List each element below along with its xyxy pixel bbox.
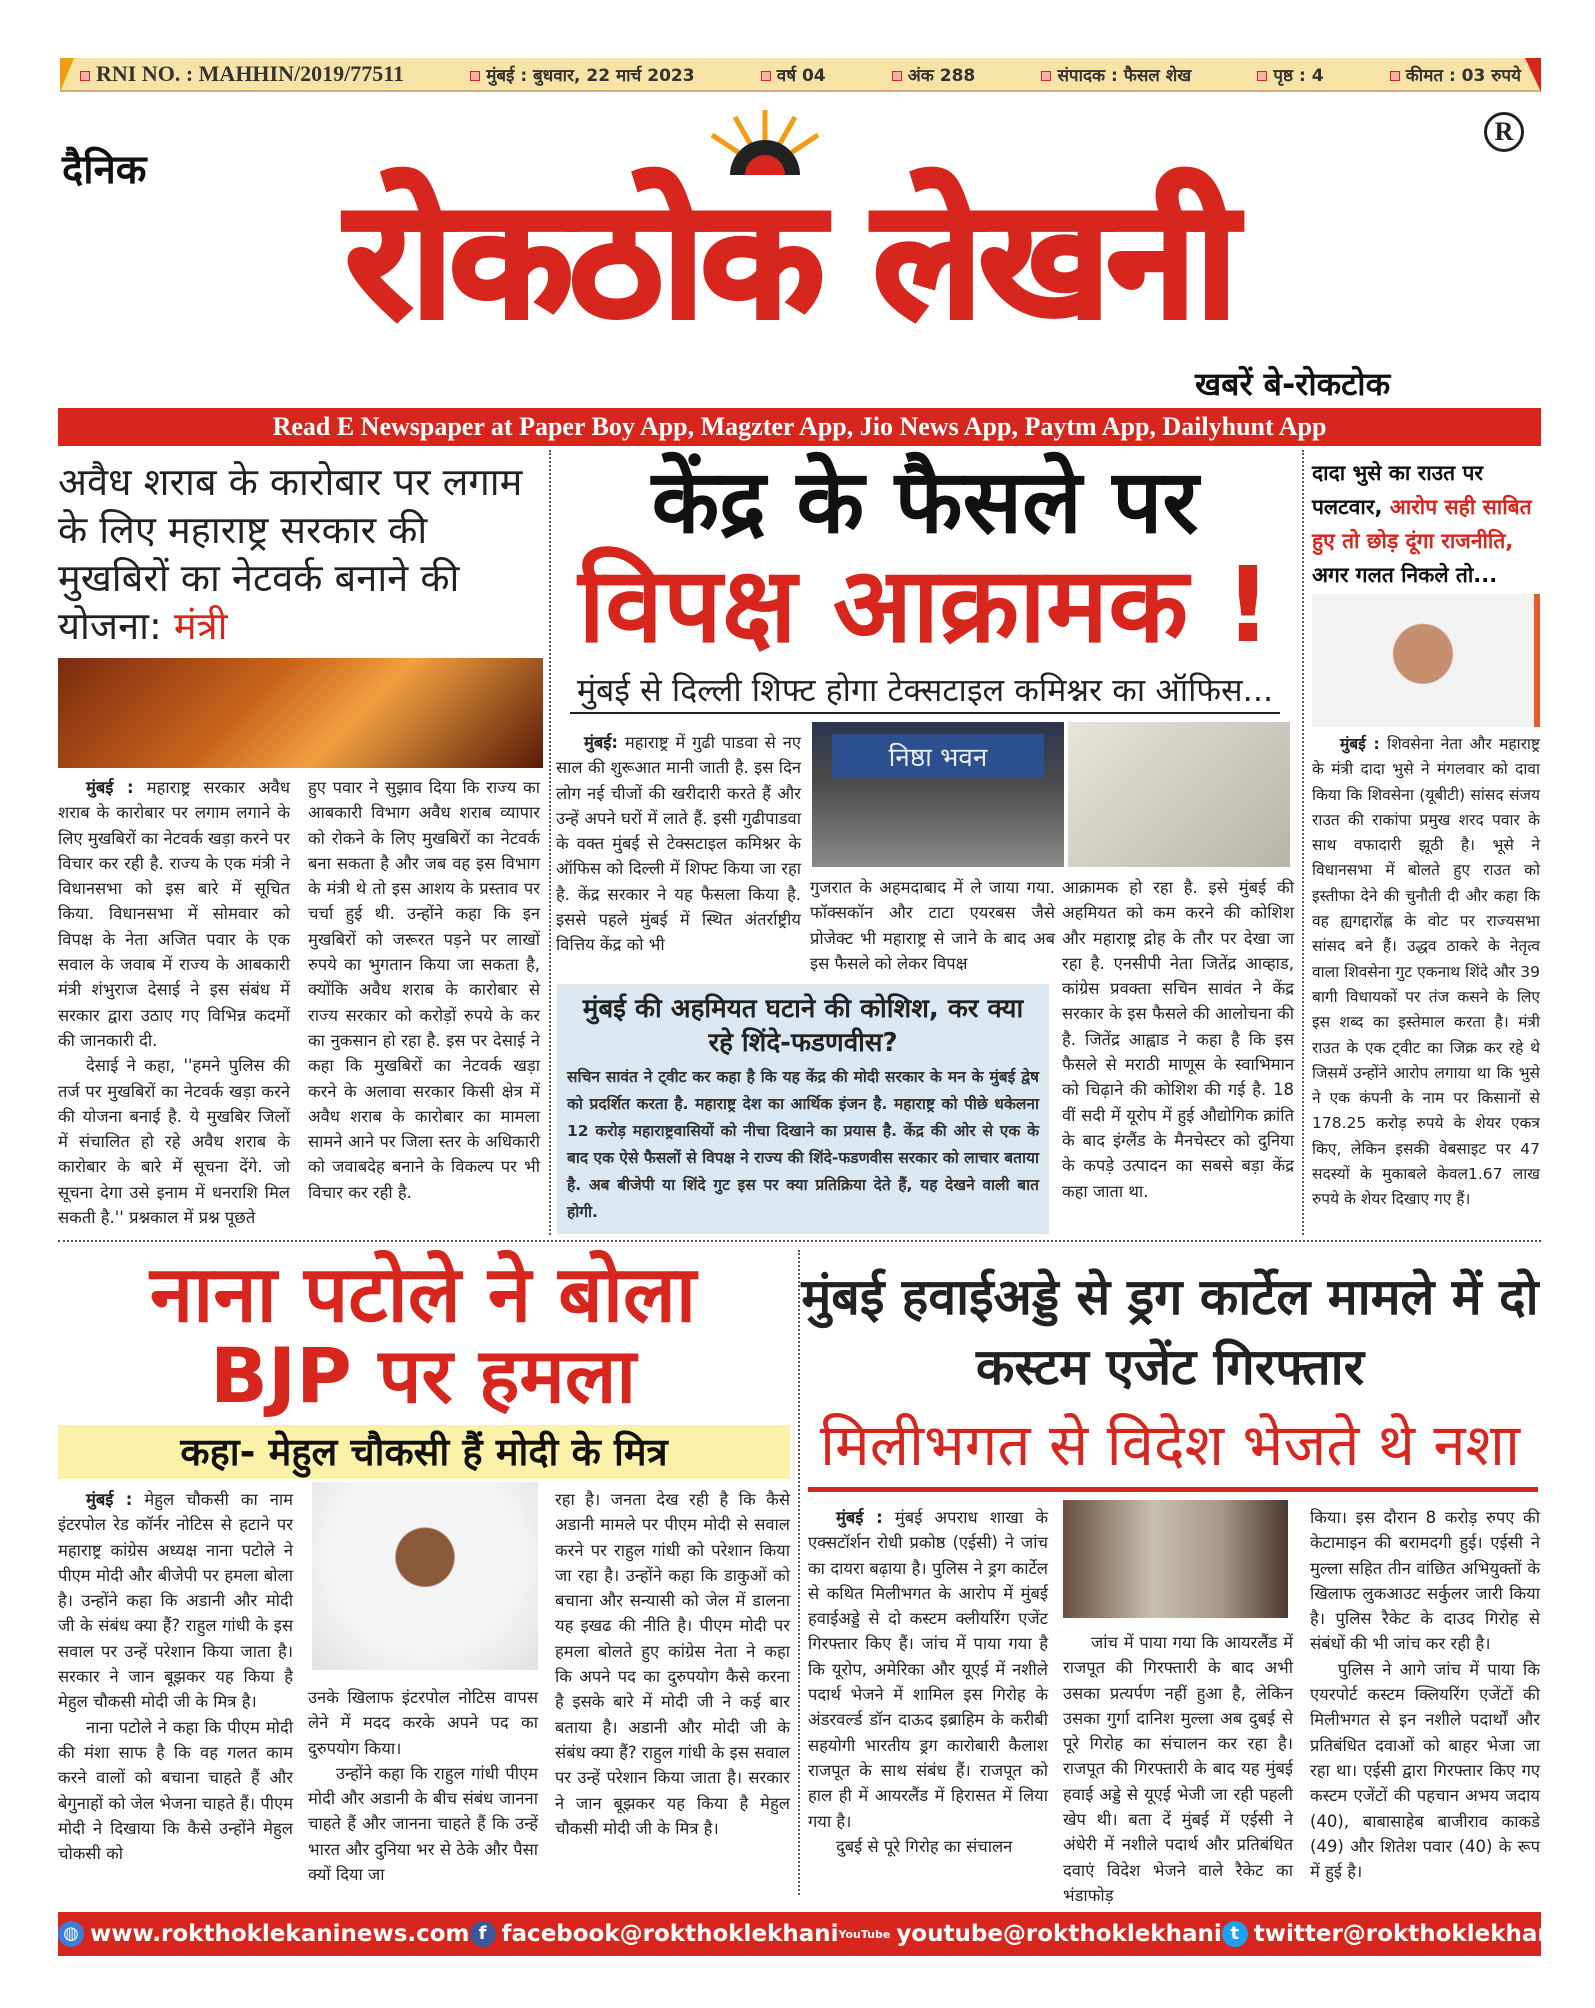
rni-number: RNI NO. : MAHHIN/2019/77511	[80, 61, 404, 87]
nishtha-bhavan-photo	[812, 722, 1064, 867]
sidebar-box-title: मुंबई की अहमियत घटाने की कोशिश, कर क्या रहे शिंदे-फडणवीस?	[582, 994, 1024, 1058]
patole-headline-2: BJP पर हमला	[209, 1331, 637, 1420]
column-divider	[549, 450, 551, 1235]
textile-column-3: आक्रामक हो रहा है. इसे मुंबई की अहमियत को कम करने की कोशिश और महाराष्ट्र द्रोह के तौर पर देखा जा रहा है. एनसीपी नेता जितेंद्र आव्हाड, कांग्रेस प्रवक्ता सचिन सावंत ने केंद्र सरकार के इस फैसले की आलोचना की है. जितेंद्र आह्वाड ने कहा है कि इस फैसले से मराठी माणूस के स्वाभिमान को चिढ़ाने की कोशिश की गई है. 18 वीं सदी में यूरोप में हुई औद्योगिक क्रांति के बाद इंग्लैंड के मैनचेस्टर को दुनिया के कपड़े उत्पादन का सबसे बड़ा केंद्र कहा जाता था.	[1062, 878, 1294, 1201]
textile-headline-1: केंद्र के फैसले पर	[651, 450, 1199, 553]
youtube-link[interactable]: YouTube youtube@rokthoklekhani	[838, 1921, 1222, 1947]
newspaper-title: रोकठोक लेखनी	[345, 166, 1235, 353]
bhuse-column: मुंबई : शिवसेना नेता और महाराष्ट्र के मंत्री दादा भुसे ने मंगलवार को दावा किया कि शिवसेना (यूबीटी) सांसद संजय राउत की राकांपा प्रमुख शरद पवार के साथ वफादारी झूठी है। भूसे ने विधानसभा में बोलते हुए राउत को इस्तीफा देने की चुनौती दी और कहा कि वह ह्यगद्दारोंह्ल के वोट पर राज्यसभा सांसद बने हैं। उद्धव ठाकरे के नेतृत्व वाला शिवसेना गुट एकनाथ शिंदे और 39 बागी विधायकों पर तंज कसने के लिए इस शब्द का इस्तेमाल करता है। मंत्री राउत के एक ट्वीट का जिक्र कर रहे थे जिसमें उन्होंने आरोप लगाया था कि भुसे ने एक कंपनी के नाम पर किसानों से 178.25 करोड़ रुपये के शेयर एकत्र किए, लेकिन इसकी वेबसाइट पर 47 सदस्यों के मुकाबले केवल1.67 लाख रुपये के शेयर दिखाए गए हैं।	[1312, 735, 1540, 1209]
textile-subhead: मुंबई से दिल्ली शिफ्ट होगा टेक्सटाइल कमिश्नर का ऑफिस...	[570, 668, 1280, 714]
tagline: खबरें बे-रोकटोक	[1195, 365, 1391, 403]
corner-decoration-right	[1525, 58, 1541, 92]
building-sign: निष्ठा भवन	[832, 734, 1044, 778]
bhuse-headline: दादा भुसे का राउत पर पलटवार, आरोप सही साबित हुए तो छोड़ दूंगा राजनीति, अगर गलत निकले तो...	[1312, 461, 1532, 587]
registered-mark: R	[1484, 112, 1524, 152]
social-footer	[58, 1912, 1562, 1956]
twitter-link[interactable]: t twitter@rokthoklekhani	[1222, 1921, 1562, 1948]
liquor-column-1: मुंबई : महाराष्ट्र सरकार अवैध शराब के कारोबार पर लगाम लगाने के लिए मुखबिरों का नेटवर्क खड़ा करने पर विचार कर रही है. राज्य के एक मंत्री ने विधानसभा को इस बारे में सूचित किया. विधानसभा में सोमवार को विपक्ष के नेता अजित पवार के एक सवाल के जवाब में राज्य के आबकारी मंत्री शंभुराज देसाई ने इस संबंध में सरकार द्वारा उठाए गए विभिन्न कदमों की जानकारी दी. देसाई ने कहा, ''हमने पुलिस की तर्ज पर मुखबिरों का नेटवर्क खड़ा करने की योजना बनाई है. ये मुखबिर जिलों में संचालित हो रहे अवैध शराब के कारोबार के बारे में सूचना देंगे. जो सूचना देगा उसे इनाम में धनराशि मिल सकती है.'' प्रश्नकाल में प्रश्न पूछते	[58, 778, 290, 1228]
facebook-link[interactable]: f facebook@rokthoklekhani	[470, 1921, 839, 1948]
patole-column-1: मुंबई : मेहुल चौकसी का नाम इंटरपोल रेड कॉर्नर नोटिस से हटाने पर महाराष्ट्र कांग्रेस अध्यक्ष नाना पटोले ने पीएम मोदी और बीजेपी पर हमला बोला है। उन्होंने कहा कि अडानी और मोदी जी के संबंध क्या हैं? राहुल गांधी के इस सवाल पर उन्हें परेशान किया जाता है। सरकार ने जान बूझकर यह किया है मेहुल चौकसी मोदी जी के मित्र है। नाना पटोले ने कहा कि पीएम मोदी की मंशा साफ है कि वह गलत काम करने वालों को बचाना चाहते हैं और बेगुनाहों को जेल भेजना चाहते हैं। पीएम मोदी ने दिखाया कि कैसे उन्होंने मेहुल चोकसी को	[58, 1490, 293, 1864]
liquor-bottles-photo	[58, 658, 543, 768]
price: कीमत : 03 रुपये	[1390, 63, 1521, 86]
masthead-prefix: दैनिक	[62, 147, 147, 193]
issue-number: अंक 288	[892, 63, 975, 86]
youtube-icon: YouTube	[838, 1928, 891, 1941]
textile-column-2: गुजरात के अहमदाबाद में ले जाया गया. फॉक्सकॉन और टाटा एयरबस जैसे प्रोजेक्ट भी महाराष्ट्र से जाने के बाद अब इस फैसले को लेकर विपक्ष	[810, 878, 1055, 973]
drug-cartel-headline: मुंबई हवाईअड्डे से ड्रग कार्टेल मामले में दो कस्टम एजेंट गिरफ्तार	[801, 1268, 1539, 1396]
patole-headline-1: नाना पटोले ने बोला	[149, 1250, 697, 1340]
issue-date: मुंबई : बुधवार, 22 मार्च 2023	[470, 63, 694, 86]
drug-column-1: मुंबई : मुंबई अपराध शाखा के एक्सटॉर्शन रोधी प्रकोष्ठ (एईसी) ने जांच का दायरा बढ़ाया है। पुलिस ने ड्रग कार्टेल से कथित मिलीभगत के आरोप में मुंबई हवाईअड्डे से दो कस्टम क्लीयरिंग एजेंट गिरफ्तार किए हैं। जांच में पाया गया है कि यूरोप, अमेरिका और यूएई में नशीले पदार्थ भेजने में शामिल इस गिरोह के अंडरवर्ल्ड डॉन दाऊद इब्राहिम के करीबी सहयोगी भारतीय ड्रग कारोबारी कैलाश राजपूत के साथ संबंध हैं। राजपूत को हाल ही में आयरलैंड में हिरासत में लिया गया है। दुबई से पूरे गिरोह का संचालन	[808, 1508, 1049, 1856]
red-rule	[808, 1487, 1538, 1492]
sidebar-box-text: सचिन सावंत ने ट्वीट कर कहा है कि यह केंद्र की मोदी सरकार के मन के मुंबई द्वेष को प्रदर्शित करता है. महाराष्ट्र देश का आर्थिक इंजन है. महाराष्ट्र को पीछे धकेलना 12 करोड़ महाराष्ट्रवासियों को नीचा दिखाने का प्रयास है. केंद्र की ओर से एक के बाद एक ऐसे फैसलों से विपक्ष ने राज्य की शिंदे-फडणवीस सरकार को लाचार बताया है. अब बीजेपी या शिंदे गुट इस पर क्या प्रतिक्रिया देते हैं, यह देखने वाली बात होगी.	[567, 1068, 1039, 1221]
patole-column-3: रहा है। जनता देख रही है कि कैसे अडानी मामले पर पीएम मोदी से सवाल करने पर राहुल गांधी को परेशान किया जा रहा है। उन्होंने कहा कि डाकुओं को बचाना और सन्यासी को जेल में डालना यह इखढ की नीति है। पीएम मोदी पर हमला बोलते हुए कांग्रेस नेता ने कहा कि अपने पद का दुरुपयोग कैसे करना है इसके बारे में मोदी जी ने कई बार बताया है। अडानी और मोदी जी के संबंध क्या हैं? राहुल गांधी के इस सवाल पर उन्हें परेशान किया जाता है। सरकार ने जान बूझकर यह किया है मेहुल चौकसी मोदी जी के मित्र है।	[555, 1490, 790, 1838]
dada-bhuse-photo	[1312, 594, 1540, 727]
patole-subhead: कहा- मेहुल चौकसी हैं मोदी के मित्र	[58, 1425, 790, 1479]
textile-headline-2: विपक्ष आक्रामक !	[578, 544, 1272, 666]
column-divider	[1302, 450, 1304, 1235]
facebook-icon: f	[470, 1921, 496, 1947]
drug-column-2: जांच में पाया गया कि आयरलैंड में राजपूत की गिरफ्तारी के बाद अभी उसका प्रत्यर्पण नहीं हुआ है, लेकिन उसका गुर्गा दानिश मुल्ला अब दुबई से पूरे गिरोह का संचालन कर रहा है। राजपूत की गिरफ्तारी के बाद यह मुंबई हवाई अड्डे से यूएई भेजी जा रही पहली खेप थी। बता दें मुंबई में एईसी ने अंधेरी में नशीले पदार्थ और प्रतिबंधित दवाएं विदेश भेजने वाले रैकेट का भंडाफोड़	[1063, 1633, 1293, 1905]
patole-column-2: उनके खिलाफ इंटरपोल नोटिस वापस लेने में मदद करके अपने पद का दुरुपयोग किया। उन्होंने कहा कि राहुल गांधी पीएम मोदी और अडानी के बीच संबंध जानना चाहते हैं और जानना चाहते हैं कि उन्हें भारत और दुनिया भर से ठेके और पैसा क्यों दिया जा	[308, 1688, 538, 1885]
nana-patole-photo	[312, 1482, 538, 1670]
section-divider	[58, 1240, 1541, 1242]
twitter-icon: t	[1222, 1921, 1248, 1947]
liquor-headline: अवैध शराब के कारोबार पर लगाम के लिए महाराष्ट्र सरकार की मुखबिरों का नेटवर्क बनाने की योजना: मंत्री	[58, 460, 523, 648]
issue-info-bar	[60, 58, 1541, 92]
handcuffs-photo	[1063, 1500, 1288, 1618]
textile-column-1: मुंबई: महाराष्ट्र में गुढी पाडवा से नए साल की शुरूआत मानी जाती है. इस दिन लोग नई चीजों की खरीदारी करते हैं और उन्हें अपने घरों में लाते हैं. इसी गुढीपाडवा के वक्त मुंबई से टेक्सटाइल कमिश्नर के ऑफिस को दिल्ली में शिफ्ट किया जा रहा है. केंद्र सरकार ने यह फैसला किया है. इससे पहले मुंबई में स्थित अंतर्राष्ट्रीय वित्तिय केंद्र को भी	[556, 733, 801, 955]
drug-cartel-subhead: मिलीभगत से विदेश भेजते थे नशा	[819, 1411, 1521, 1479]
textile-sidebar-box	[557, 984, 1049, 1234]
editor-name: संपादक : फैसल शेख	[1041, 63, 1191, 86]
page-count: पृष्ठ : 4	[1257, 63, 1323, 86]
plaque-photo	[1068, 722, 1290, 867]
liquor-column-2: हुए पवार ने सुझाव दिया कि राज्य का आबकारी विभाग अवैध शराब व्यापार को रोकने के लिए मुखबिरों का नेटवर्क बना सकता है और जब वह इस विभाग के मंत्री थे तो इस आशय के प्रस्ताव पर चर्चा हुई थी. उन्होंने कहा कि इन मुखबिरों को जरूरत पड़ने पर लाखों रुपये का भुगतान किया जा सकता है, क्योंकि अवैध शराब के कारोबार से राज्य सरकार को करोड़ों रुपये के कर का नुकसान हो रहा है. इस पर देसाई ने कहा कि मुखबिरों का नेटवर्क खड़ा करने के अलावा सरकार किसी क्षेत्र में अवैध शराब के कारोबार का मामला सामने आने पर जिला स्तर के अधिकारी को जवाबदेह बनाने के विकल्प पर भी विचार कर रही है.	[308, 778, 540, 1202]
corner-decoration-left	[60, 58, 74, 92]
globe-icon: ◍	[58, 1921, 84, 1947]
issue-year: वर्ष 04	[761, 63, 826, 86]
e-paper-banner: Read E Newspaper at Paper Boy App, Magzter App, Jio News App, Paytm App, Dailyhunt App	[58, 408, 1541, 446]
drug-column-3: किया। इस दौरान 8 करोड़ रुपए की केटामाइन की बरामदगी हुई। एईसी ने मुल्ला सहित तीन वांछित अभियुक्तों के खिलाफ लुकआउट सर्कुलर जारी किया है। पुलिस रैकेट के दाउद गिरोह से संबंधों की भी जांच कर रही है। पुलिस ने आगे जांच में पाया कि एयरपोर्ट कस्टम क्लियरिंग एजेंटों की मिलीभगत से इन नशीले पदार्थों और प्रतिबंधित दवाओं को बाहर भेजा जा रहा था। एईसी द्वारा गिरफ्तार किए गए कस्टम एजेंटों की पहचान अभय जदाय (40), बाबासाहेब बाजीराव काकडे (49) और शितेश पवार (40) के रूप में हुई है।	[1310, 1508, 1540, 1882]
website-link[interactable]: ◍ www.rokthoklekaninews.com	[58, 1921, 470, 1948]
